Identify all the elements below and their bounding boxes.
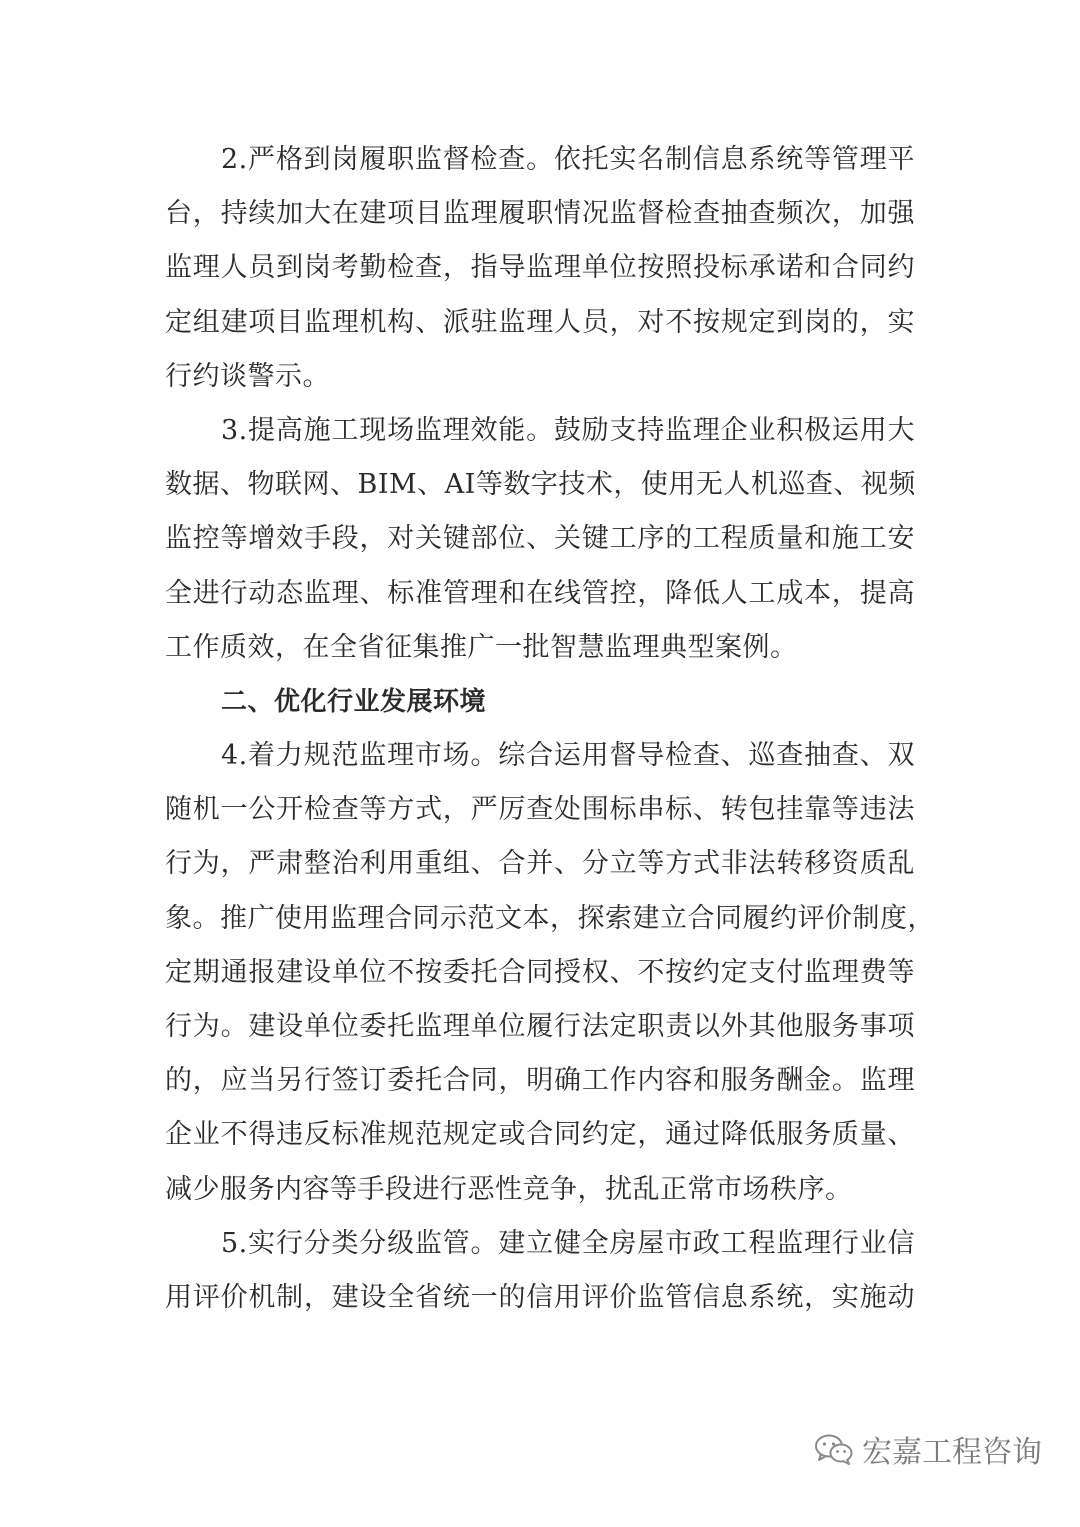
paragraph-2-line-2: 台，持续加大在建项目监理履职情况监督检查抽查频次，加强 [165,198,915,230]
paragraph-4-line-2: 随机一公开检查等方式，严厉查处围标串标、转包挂靠等违法 [165,794,915,826]
watermark-text: 宏嘉工程咨询 [862,1435,1042,1470]
paragraph-3-line-3: 监控等增效手段，对关键部位、关键工序的工程质量和施工安 [165,523,915,555]
paragraph-4-line-9: 减少服务内容等手段进行恶性竞争，扰乱正常市场秩序。 [165,1173,853,1205]
paragraph-5-line-1: 5.实行分类分级监管。建立健全房屋市政工程监理行业信 [221,1227,915,1259]
paragraph-4-line-4: 象。推广使用监理合同示范文本，探索建立合同履约评价制度， [165,902,935,934]
paragraph-4-line-1: 4.着力规范监理市场。综合运用督导检查、巡查抽查、双 [221,740,915,772]
paragraph-2-line-5: 行约谈警示。 [165,360,330,392]
paragraph-4-line-3: 行为，严肃整治利用重组、合并、分立等方式非法转移资质乱 [165,848,915,880]
paragraph-4-line-5: 定期通报建设单位不按委托合同授权、不按约定支付监理费等 [165,956,915,988]
paragraph-5-line-2: 用评价机制，建设全省统一的信用评价监管信息系统，实施动 [165,1281,915,1313]
paragraph-2-line-1: 2.严格到岗履职监督检查。依托实名制信息系统等管理平 [221,144,915,175]
paragraph-4-line-8: 企业不得违反标准规范规定或合同约定，通过降低服务质量、 [165,1119,915,1151]
paragraph-2-line-4: 定组建项目监理机构、派驻监理人员，对不按规定到岗的，实 [165,306,915,338]
watermark [814,1427,1042,1471]
paragraph-2-line-3: 监理人员到岗考勤检查，指导监理单位按照投标承诺和合同约 [165,252,915,284]
paragraph-4-line-6: 行为。建设单位委托监理单位履行法定职责以外其他服务事项 [165,1011,915,1042]
paragraph-3-line-2: 数据、物联网、BIM、AI等数字技术，使用无人机巡查、视频 [165,469,916,501]
section-heading: 二、优化行业发展环境 [221,686,487,717]
body-text [165,133,935,1325]
paragraph-3-line-5: 工作质效，在全省征集推广一批智慧监理典型案例。 [165,631,798,663]
paragraph-3-line-1: 3.提高施工现场监理效能。鼓励支持监理企业积极运用大 [221,414,915,446]
paragraph-4-line-7: 的，应当另行签订委托合同，明确工作内容和服务酬金。监理 [165,1065,915,1097]
wechat-icon [814,1433,854,1465]
paragraph-3-line-4: 全进行动态监理、标准管理和在线管控，降低人工成本，提高 [165,577,915,609]
